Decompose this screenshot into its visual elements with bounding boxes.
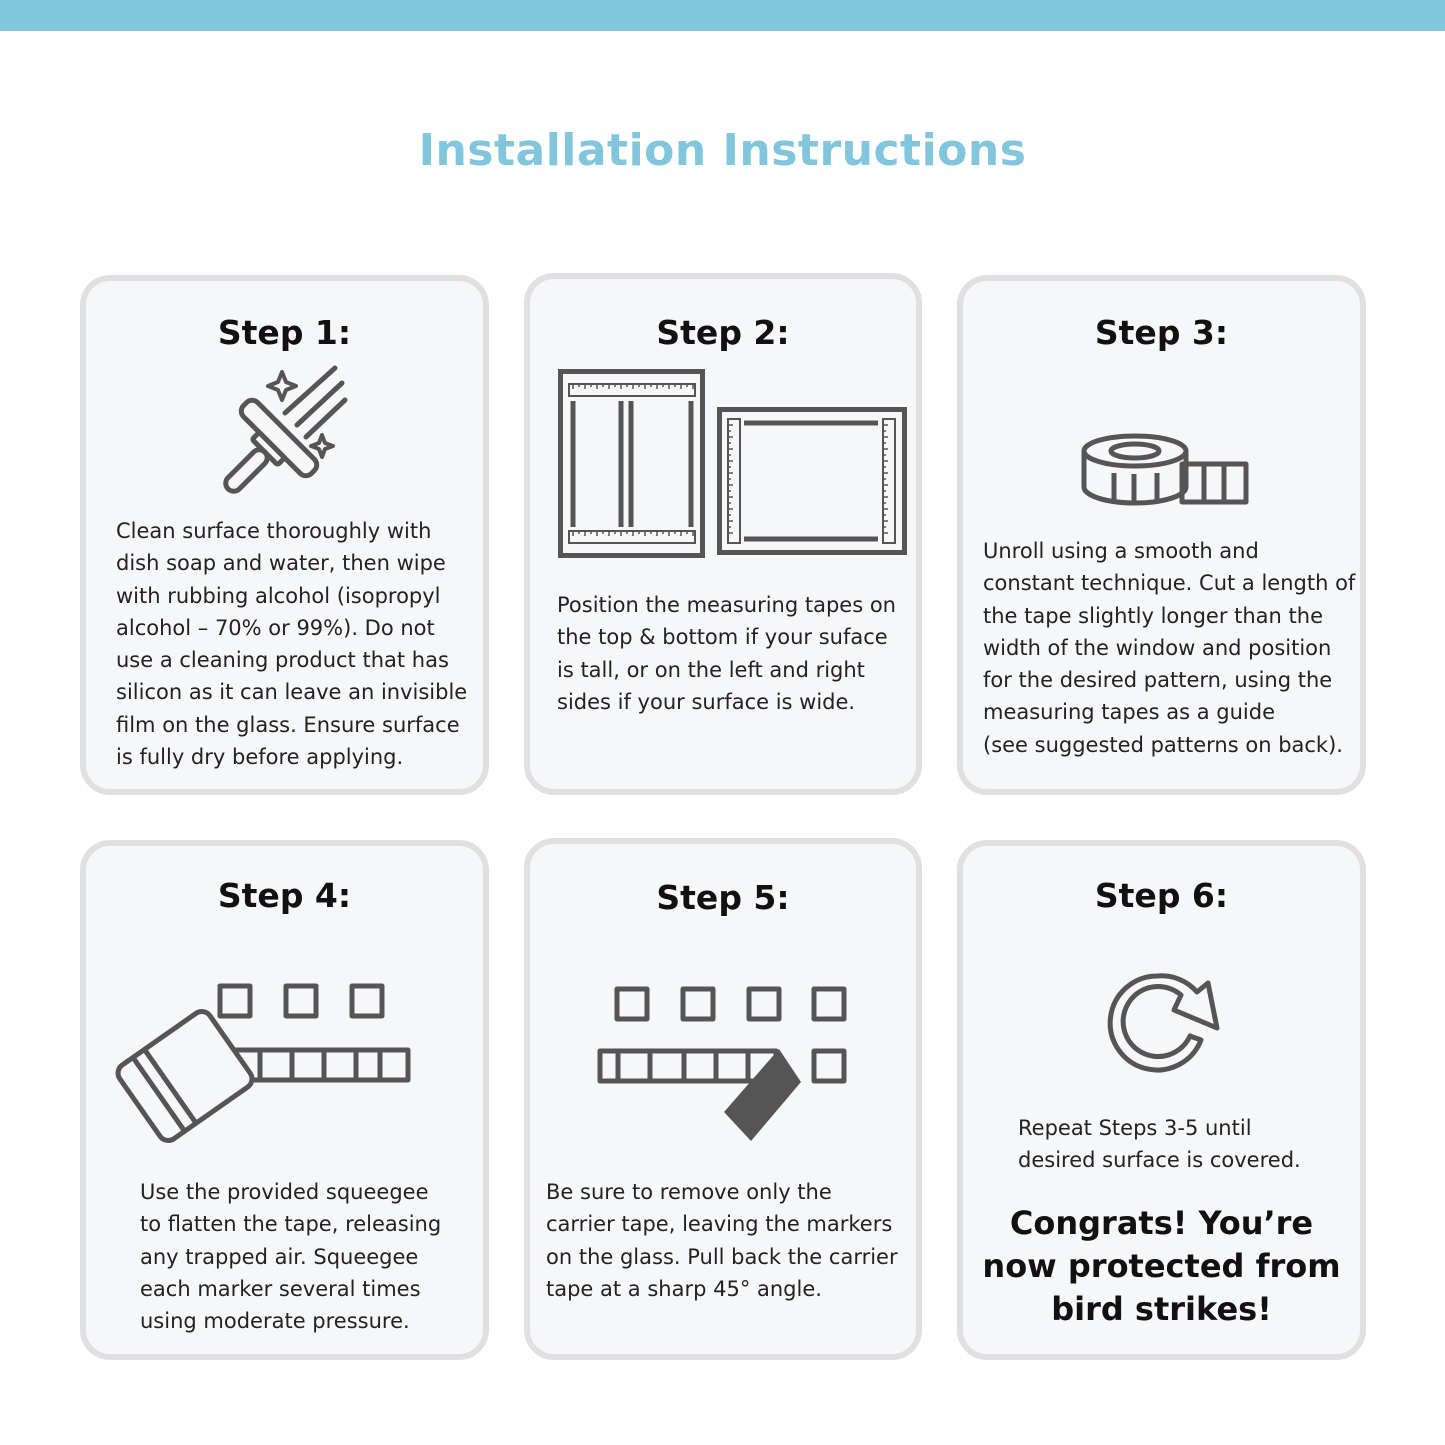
congrats-message: Congrats! You’re now protected from bird strikes!: [982, 1204, 1341, 1328]
step-1-title: Step 1:: [217, 313, 352, 352]
measuring-tape-frames-icon: [558, 369, 912, 561]
page-title: Installation Instructions: [418, 125, 1027, 176]
step-3-text: Unroll using a smooth and constant technique. Cut a length of the tape slightly longer than the width of the window and position for the desired pattern, using the measuring tapes as a guide (see suggested patterns on back).: [983, 539, 1356, 757]
step-6-title: Step 6:: [1094, 876, 1229, 915]
step-6-card: [957, 840, 1366, 1360]
top-accent-bar: [0, 0, 1445, 31]
step-1-card: [80, 275, 489, 795]
step-5-text: Be sure to remove only the carrier tape, leaving the markers on the glass. Pull back the carrier tape at a sharp 45° angle.: [546, 1180, 898, 1301]
step-3-title: Step 3:: [1094, 313, 1229, 352]
step-1-text: Clean surface thoroughly with dish soap and water, then wipe with rubbing alcohol (isopropyl alcohol – 70% or 99%). Do not use a cleaning product that has silicon as it can leave an invisible film on the glass. Ensure surface is fully dry before applying.: [116, 519, 468, 770]
carrier-tape-peel-icon: [594, 984, 854, 1144]
squeegee-markers-icon: [110, 978, 416, 1144]
step-6-text: Repeat Steps 3-5 until desired surface is covered.: [1018, 1116, 1301, 1173]
step-5-title: Step 5:: [656, 878, 790, 917]
step-2-text: Position the measuring tapes on the top & bottom if your suface is tall, or on the left and right sides if your surface is wide.: [557, 593, 896, 714]
step-5-card: [524, 838, 922, 1360]
step-3-card: [957, 275, 1366, 795]
step-4-text: Use the provided squeegee to flatten the tape, releasing any trapped air. Squeegee each marker several times using moderate pressure.: [140, 1180, 442, 1334]
step-4-card: [80, 840, 489, 1360]
squeegee-sparkle-icon: [220, 365, 350, 495]
step-2-title: Step 2:: [656, 313, 790, 352]
step-4-title: Step 4:: [217, 876, 352, 915]
tape-roll-icon: [1079, 433, 1251, 509]
repeat-icon: [1103, 970, 1225, 1080]
step-2-card: [524, 273, 922, 795]
